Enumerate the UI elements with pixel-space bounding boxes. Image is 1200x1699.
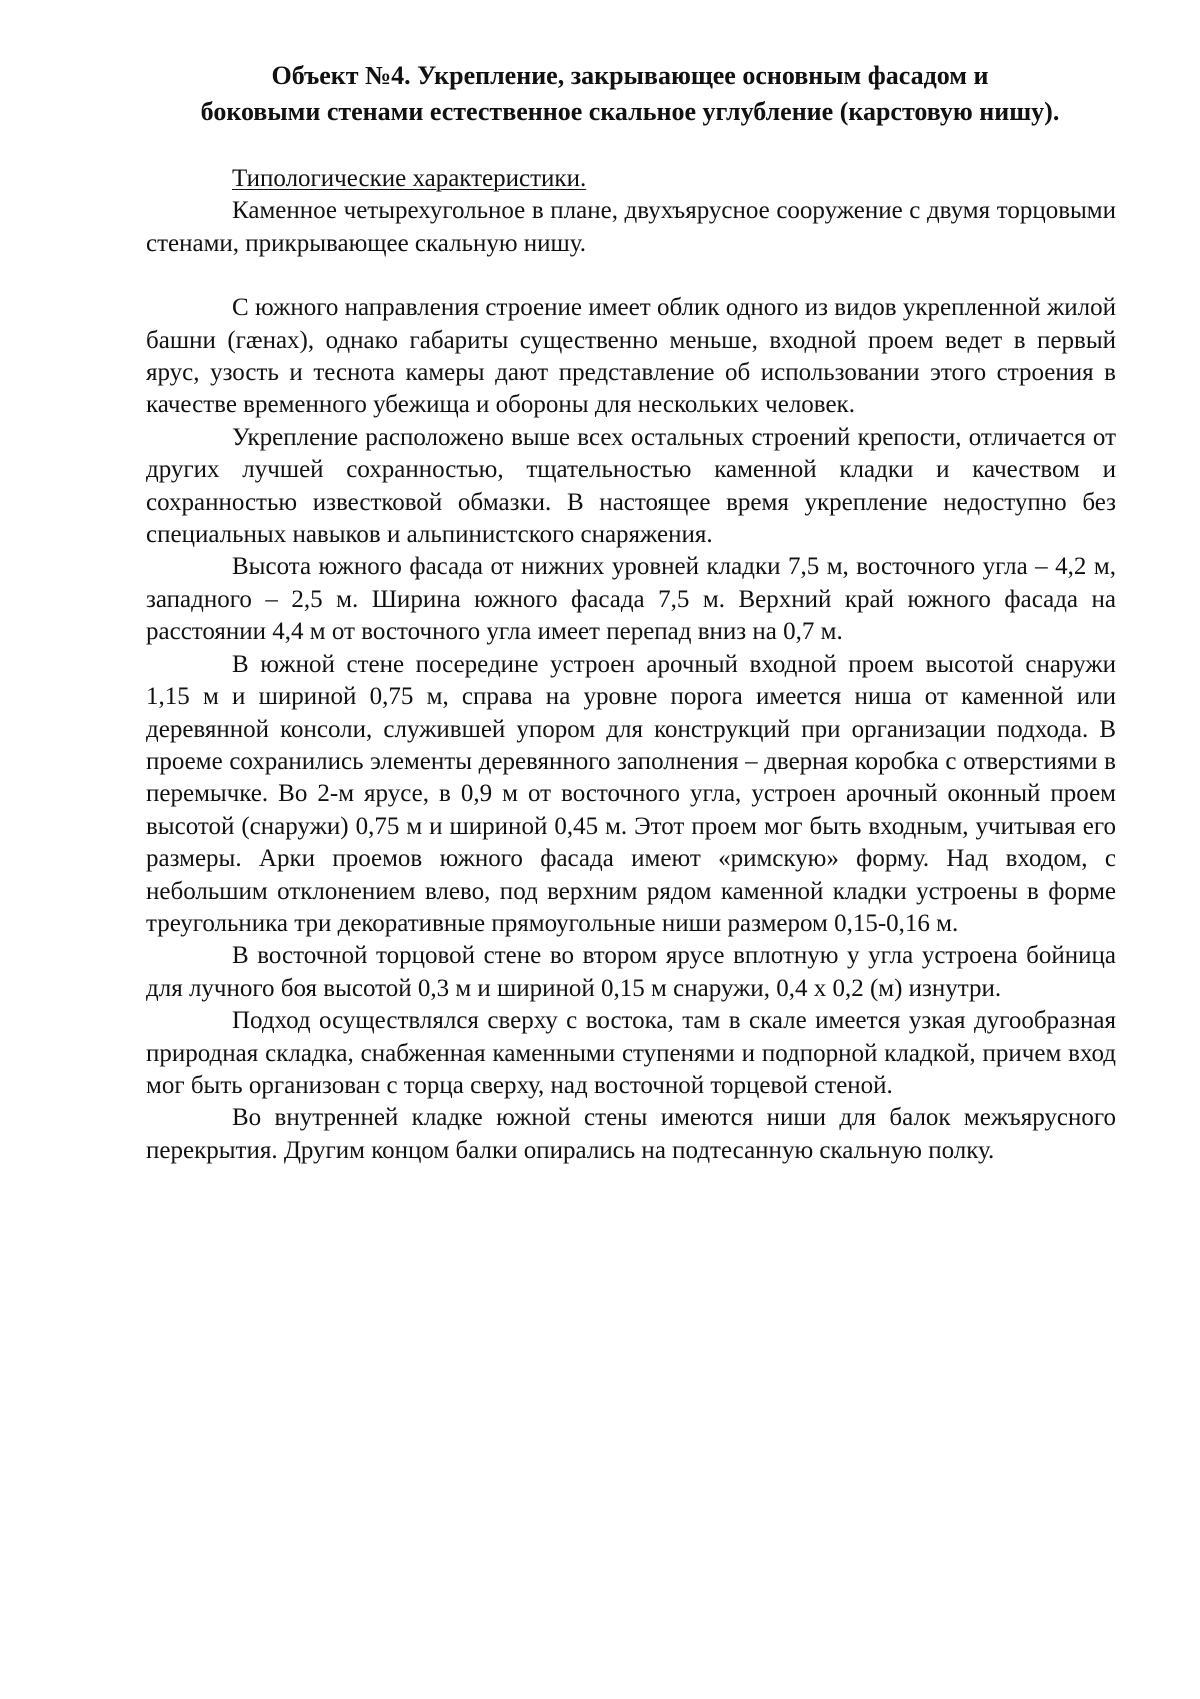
paragraph-east-wall-loophole: В восточной торцовой стене во втором ярусе вплотную у угла устроена бойница для лучного боя высотой 0,3 м и шириной 0,15 м снаружи, 0,4 х 0,2 (м) изнутри. <box>146 942 1116 1002</box>
title-line-2: боковыми стенами естественное скальное углубление (карстовую нишу). <box>200 97 1060 126</box>
paragraph-south-appearance: С южного направления строение имеет облик одного из видов укрепленной жилой башни (гæнах), однако габариты существенно меньше, входной проем ведет в первый ярус, узость и теснота камеры дают представление об использовании этого строения в качестве временного убежища и обороны для нескольких человек. <box>146 294 1116 419</box>
intro-paragraph: Каменное четырехугольное в плане, двухъярусное сооружение с двумя торцовыми стенами, прикрывающее скальную нишу. <box>146 197 1116 257</box>
paragraph-dimensions: Высота южного фасада от нижних уровней кладки 7,5 м, восточного угла – 4,2 м, западного – 2,5 м. Ширина южного фасада 7,5 м. Верхний край южного фасада на расстоянии 4,4 м от восточного угла имеет перепад вниз на 0,7 м. <box>146 553 1116 646</box>
title-line-1: Объект №4. Укрепление, закрывающее основным фасадом и <box>271 61 989 90</box>
paragraph-beam-niches: Во внутренней кладке южной стены имеются ниши для балок межъярусного перекрытия. Другим концом балки опирались на подтесанную скальную полку. <box>146 1104 1116 1164</box>
section-heading: Типологические характеристики. <box>232 165 587 192</box>
paragraph-gap <box>146 260 1116 292</box>
paragraph-location-condition: Укрепление расположено выше всех остальных строений крепости, отличается от других лучшей сохранностью, тщательностью каменной кладки и качеством и сохранностью известковой обмазки. В настоящее время укрепление недоступно без специальных навыков и альпинистского снаряжения. <box>146 423 1116 549</box>
paragraph-approach: Подход осуществлялся сверху с востока, там в скале имеется узкая дугообразная природная складка, снабженная каменными ступенями и подпорной кладкой, причем вход мог быть организован с торца сверху, над восточной торцевой стеной. <box>146 1007 1116 1099</box>
document-body <box>146 163 1116 1167</box>
paragraph-south-wall-openings: В южной стене посередине устроен арочный входной проем высотой снаружи 1,15 м и шириной 0,75 м, справа на уровне порога имеется ниша от каменной или деревянной консоли, служившей упором для конструкций при организации подхода. В проеме сохранились элементы деревянного заполнения – дверная коробка с отверстиями в перемычке. Во 2-м ярусе, в 0,9 м от восточного угла, устроен арочный оконный проем высотой (снаружи) 0,75 м и шириной 0,45 м. Этот проем мог быть входным, учитывая его размеры. Арки проемов южного фасада имеют «римскую» форму. Над входом, с небольшим отклонением влево, под верхним рядом каменной кладки устроены в форме треугольника три декоративные прямоугольные ниши размером 0,15-0,16 м. <box>146 650 1116 937</box>
document-title <box>150 58 1110 130</box>
